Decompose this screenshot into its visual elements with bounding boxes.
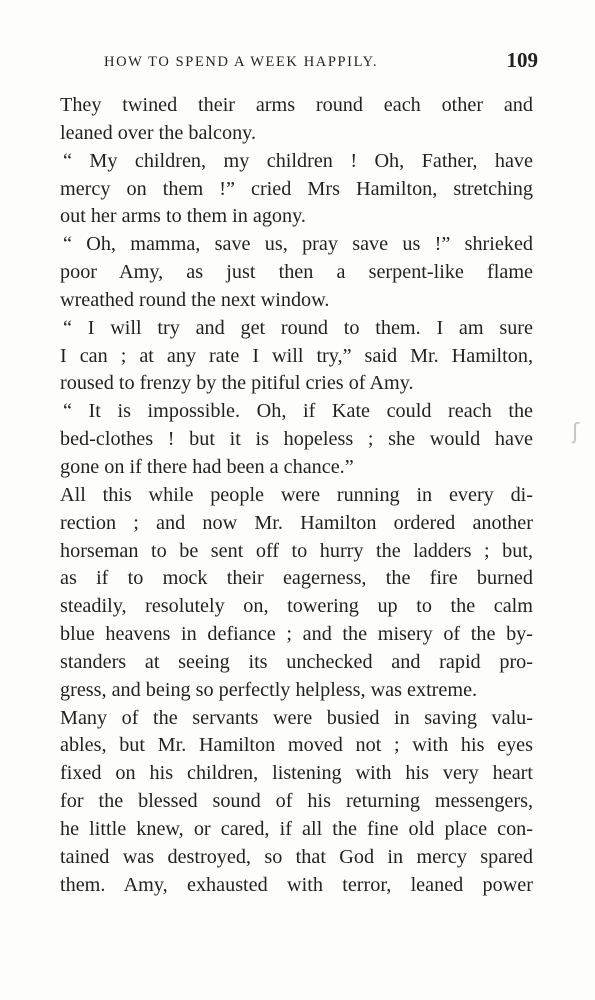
- text-line: wreathed round the next window.: [60, 288, 330, 311]
- text-line: them. Amy, exhausted with terror, leaned power: [60, 873, 533, 896]
- faint-margin-mark: ʃ: [572, 420, 580, 445]
- text-line: “ It is impossible. Oh, if Kate could reach the: [63, 400, 533, 423]
- text-line: Many of the servants were busied in saving valu-: [60, 706, 533, 729]
- text-line: All this while people were running in every di-: [60, 483, 533, 506]
- text-line: leaned over the balcony.: [60, 121, 256, 144]
- text-line: “ My children, my children ! Oh, Father, have: [63, 149, 533, 172]
- text-line: for the blessed sound of his returning messengers,: [60, 790, 533, 813]
- text-line: blue heavens in defiance ; and the misery of the by-: [60, 623, 533, 646]
- text-line: gone on if there had been a chance.”: [60, 455, 354, 478]
- text-line: horseman to be sent off to hurry the ladders ; but,: [60, 539, 533, 562]
- text-line: I can ; at any rate I will try,” said Mr. Hamilton,: [60, 344, 533, 367]
- text-line: he little knew, or cared, if all the fine old place con-: [60, 817, 533, 840]
- text-line: standers at seeing its unchecked and rapid pro-: [60, 650, 533, 673]
- text-line: mercy on them !” cried Mrs Hamilton, stretching: [60, 177, 533, 200]
- body-text: [60, 92, 533, 899]
- page-number: 109: [506, 48, 538, 72]
- text-line: tained was destroyed, so that God in mercy spared: [60, 845, 533, 868]
- text-line: “ Oh, mamma, save us, pray save us !” shrieked: [63, 233, 533, 256]
- running-head: [60, 48, 538, 78]
- text-line: gress, and being so perfectly helpless, was extreme.: [60, 678, 478, 701]
- text-line: They twined their arms round each other and: [60, 94, 533, 116]
- text-line: out her arms to them in agony.: [60, 205, 306, 228]
- text-line: “ I will try and get round to them. I am sure: [63, 316, 533, 339]
- text-line: bed-clothes ! but it is hopeless ; she would have: [60, 428, 533, 451]
- text-line: poor Amy, as just then a serpent-like flame: [60, 261, 533, 284]
- text-line: as if to mock their eagerness, the fire burned: [60, 567, 533, 590]
- running-title: HOW TO SPEND A WEEK HAPPILY.: [104, 54, 379, 70]
- text-line: fixed on his children, listening with his very heart: [60, 762, 533, 785]
- text-line: steadily, resolutely on, towering up to the calm: [60, 595, 533, 618]
- text-line: roused to frenzy by the pitiful cries of Amy.: [60, 372, 414, 395]
- text-line: ables, but Mr. Hamilton moved not ; with his eyes: [60, 734, 533, 757]
- text-line: rection ; and now Mr. Hamilton ordered another: [60, 511, 533, 534]
